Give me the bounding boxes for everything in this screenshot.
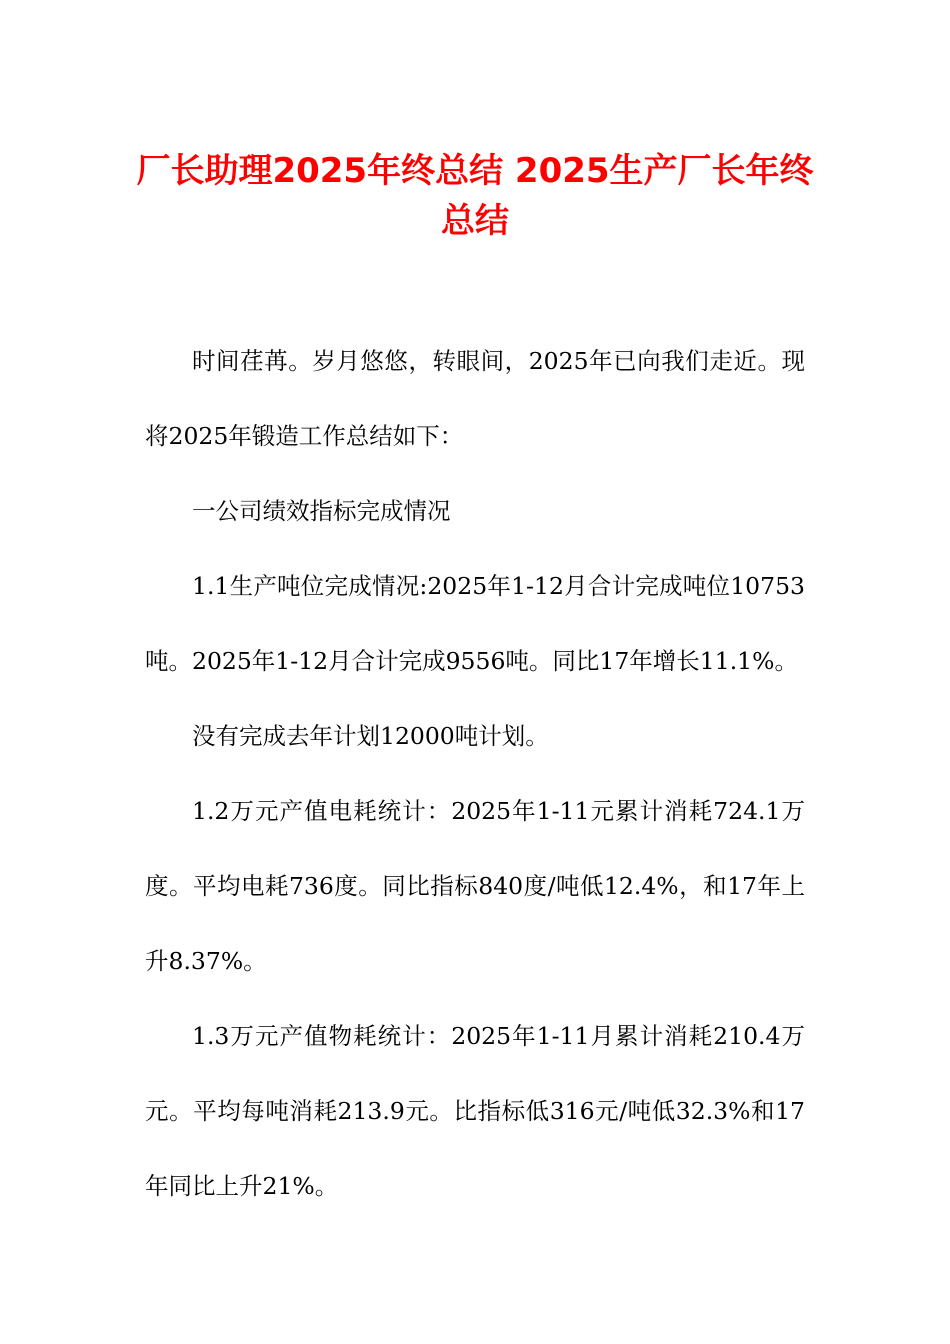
paragraph-intro: 时间荏苒。岁月悠悠，转眼间，2025年已向我们走近。现将2025年锻造工作总结如下： [145,347,805,450]
document-body [145,324,805,1224]
paragraph-materials: 1.3万元产值物耗统计：2025年1-11月累计消耗210.4万元。平均每吨消耗213.9元。比指标低316元/吨低32.3%和17年同比上升21%。 [145,1022,805,1200]
paragraph-plan: 没有完成去年计划12000吨计划。 [192,722,549,750]
document-title: 厂长助理2025年终总结 2025生产厂长年终总结 [136,151,814,241]
paragraph-section-heading: 一公司绩效指标完成情况 [192,497,451,525]
paragraph-tonnage: 1.1生产吨位完成情况:2025年1-12月合计完成吨位10753吨。2025年1-12月合计完成9556吨。同比17年增长11.1%。 [145,572,805,675]
paragraph-electricity: 1.2万元产值电耗统计：2025年1-11元累计消耗724.1万度。平均电耗736度。同比指标840度/吨低12.4%，和17年上升8.37%。 [145,797,805,975]
